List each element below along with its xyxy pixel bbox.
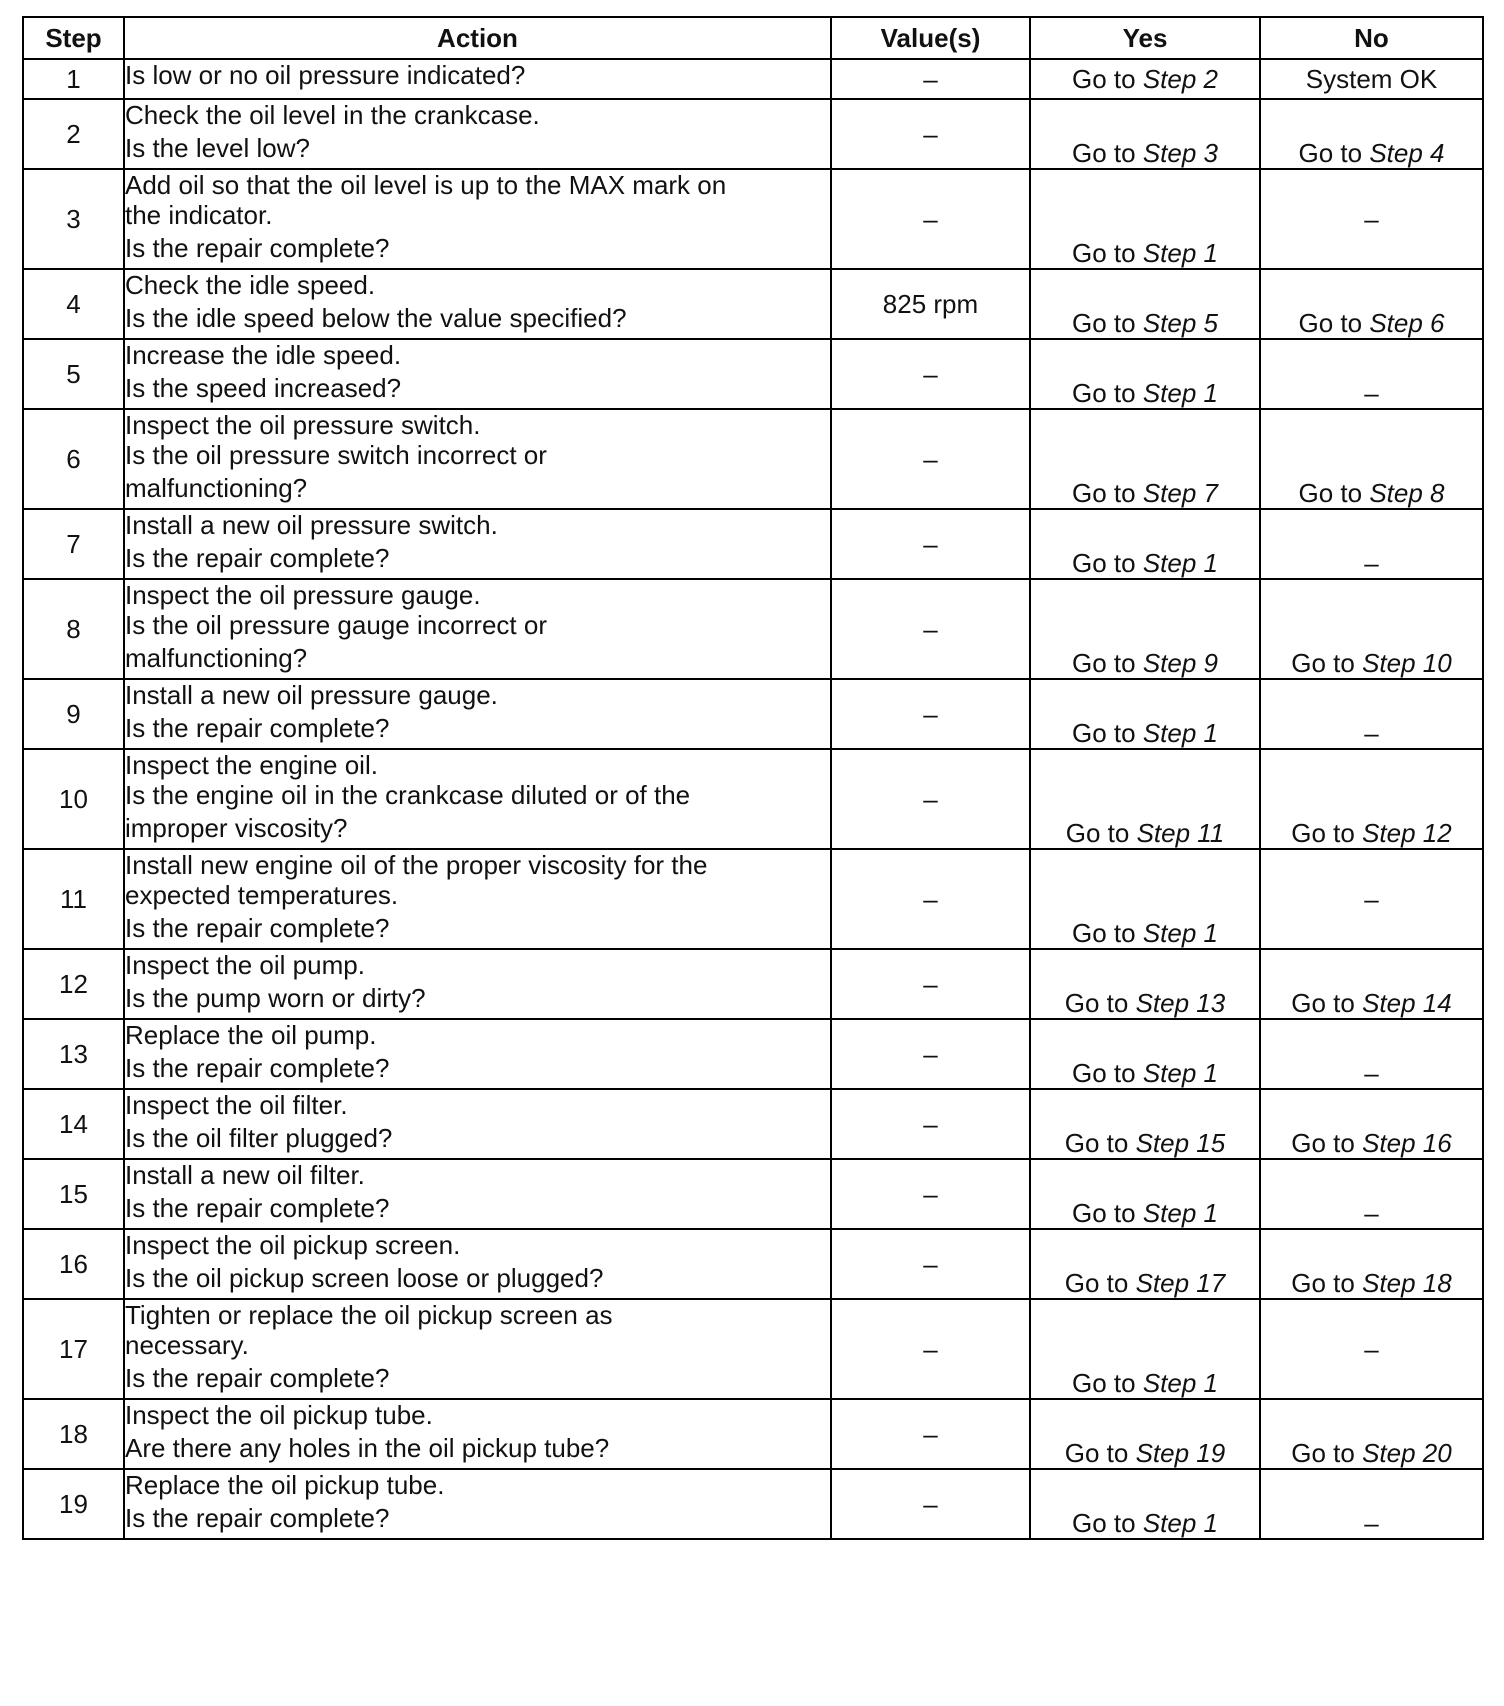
action-instruction: Is the oil pressure switch incorrect or — [125, 440, 547, 470]
step-number: 3 — [23, 169, 124, 269]
action-cell — [124, 169, 831, 269]
goto-prefix: Go to — [1064, 988, 1129, 1018]
step-reference: Step 17 — [1135, 1268, 1226, 1298]
goto-prefix: Go to — [1291, 818, 1355, 848]
step-number: 4 — [23, 269, 124, 339]
value-cell: – — [831, 59, 1030, 99]
goto-link — [1299, 478, 1445, 508]
goto-link — [1072, 478, 1218, 508]
step-reference: Step 5 — [1142, 308, 1218, 338]
table-row — [23, 1019, 1483, 1089]
step-number: 16 — [23, 1229, 124, 1299]
goto-prefix: Go to — [1072, 378, 1136, 408]
yes-cell — [1030, 169, 1260, 269]
goto-link — [1072, 1058, 1218, 1088]
action-cell — [124, 1229, 831, 1299]
step-reference: Step 20 — [1362, 1438, 1452, 1468]
goto-link — [1072, 718, 1218, 748]
step-reference: Step 15 — [1135, 1128, 1226, 1158]
value-cell: 825 rpm — [831, 269, 1030, 339]
no-text: – — [1364, 1334, 1379, 1364]
step-reference: Step 13 — [1135, 988, 1226, 1018]
step-reference: Step 1 — [1142, 918, 1218, 948]
action-instruction: Inspect the oil pressure gauge. — [125, 580, 481, 610]
value-cell: – — [831, 99, 1030, 169]
action-instruction: Check the oil level in the crankcase. — [125, 100, 540, 130]
no-text: – — [1364, 548, 1379, 578]
action-instruction: Increase the idle speed. — [125, 340, 402, 370]
table-row — [23, 1089, 1483, 1159]
action-instruction: Inspect the oil pressure switch. — [125, 410, 481, 440]
step-number: 15 — [23, 1159, 124, 1229]
step-reference: Step 19 — [1135, 1438, 1226, 1468]
step-reference: Step 6 — [1369, 308, 1445, 338]
goto-prefix: Go to — [1291, 1268, 1355, 1298]
yes-cell — [1030, 1229, 1260, 1299]
action-instruction: Is low or no oil pressure indicated? — [125, 60, 526, 90]
goto-prefix: Go to — [1065, 818, 1130, 848]
step-reference: Step 1 — [1142, 378, 1218, 408]
action-question: Is the repair complete? — [125, 913, 390, 943]
action-question: Is the repair complete? — [125, 1363, 390, 1393]
goto-prefix: Go to — [1064, 1268, 1129, 1298]
no-cell — [1260, 1159, 1483, 1229]
diagnostic-table — [22, 16, 1484, 1540]
action-question: improper viscosity? — [125, 813, 348, 843]
value-cell: – — [831, 1089, 1030, 1159]
step-number: 8 — [23, 579, 124, 679]
action-cell — [124, 749, 831, 849]
no-cell — [1260, 169, 1483, 269]
goto-prefix: Go to — [1072, 238, 1136, 268]
step-number: 7 — [23, 509, 124, 579]
no-cell — [1260, 339, 1483, 409]
step-number: 6 — [23, 409, 124, 509]
action-instruction: Install a new oil pressure switch. — [125, 510, 498, 540]
value-cell: – — [831, 1019, 1030, 1089]
no-text: – — [1364, 884, 1379, 914]
table-row — [23, 679, 1483, 749]
table-row — [23, 339, 1483, 409]
step-reference: Step 7 — [1142, 478, 1218, 508]
goto-link — [1072, 1508, 1218, 1538]
no-cell — [1260, 1469, 1483, 1539]
goto-prefix: Go to — [1298, 138, 1363, 168]
goto-prefix: Go to — [1291, 1128, 1355, 1158]
goto-link — [1291, 648, 1451, 678]
action-cell — [124, 1399, 831, 1469]
step-reference: Step 4 — [1369, 138, 1445, 168]
step-reference: Step 3 — [1142, 138, 1218, 168]
table-row — [23, 949, 1483, 1019]
step-reference: Step 1 — [1142, 718, 1218, 748]
step-number: 10 — [23, 749, 124, 849]
action-instruction: the indicator. — [125, 200, 273, 230]
no-text: – — [1364, 378, 1379, 408]
no-cell — [1260, 1399, 1483, 1469]
action-question: Is the speed increased? — [125, 373, 402, 403]
action-cell — [124, 1089, 831, 1159]
action-instruction: Replace the oil pump. — [125, 1020, 377, 1050]
goto-prefix: Go to — [1072, 478, 1136, 508]
goto-link — [1291, 988, 1451, 1018]
goto-link — [1072, 138, 1218, 168]
table-row — [23, 1159, 1483, 1229]
yes-cell — [1030, 1399, 1260, 1469]
action-cell — [124, 849, 831, 949]
no-cell — [1260, 269, 1483, 339]
action-instruction: Add oil so that the oil level is up to the MAX mark on — [125, 170, 727, 200]
value-cell: – — [831, 169, 1030, 269]
step-number: 18 — [23, 1399, 124, 1469]
goto-prefix: Go to — [1298, 308, 1363, 338]
value-cell: – — [831, 1159, 1030, 1229]
header-action: Action — [124, 17, 831, 59]
step-reference: Step 1 — [1142, 1058, 1218, 1088]
action-question: Is the repair complete? — [125, 543, 390, 573]
action-cell — [124, 1469, 831, 1539]
action-instruction: Install a new oil pressure gauge. — [125, 680, 498, 710]
table-row — [23, 59, 1483, 99]
goto-link — [1291, 1268, 1451, 1298]
goto-link — [1065, 1438, 1225, 1468]
step-reference: Step 1 — [1142, 1368, 1218, 1398]
goto-prefix: Go to — [1291, 1438, 1355, 1468]
step-reference: Step 14 — [1362, 988, 1452, 1018]
action-instruction: Inspect the engine oil. — [125, 750, 378, 780]
action-instruction: Tighten or replace the oil pickup screen as — [125, 1300, 613, 1330]
action-question: Is the oil filter plugged? — [125, 1123, 393, 1153]
no-text: – — [1364, 718, 1379, 748]
value-cell: – — [831, 339, 1030, 409]
yes-cell — [1030, 1089, 1260, 1159]
no-cell — [1260, 1019, 1483, 1089]
action-question: Is the repair complete? — [125, 1503, 390, 1533]
goto-link — [1072, 64, 1218, 94]
table-row — [23, 1299, 1483, 1399]
goto-prefix: Go to — [1072, 718, 1136, 748]
step-number: 1 — [23, 59, 124, 99]
goto-prefix: Go to — [1072, 648, 1136, 678]
action-cell — [124, 509, 831, 579]
header-yes: Yes — [1030, 17, 1260, 59]
action-question: Is the oil pickup screen loose or plugged? — [125, 1263, 604, 1293]
no-cell — [1260, 849, 1483, 949]
no-cell — [1260, 1089, 1483, 1159]
action-question: Is the repair complete? — [125, 713, 390, 743]
action-cell — [124, 1019, 831, 1089]
goto-link — [1066, 818, 1225, 848]
step-number: 13 — [23, 1019, 124, 1089]
yes-cell — [1030, 1019, 1260, 1089]
goto-link — [1291, 1128, 1451, 1158]
action-instruction: Inspect the oil filter. — [125, 1090, 348, 1120]
table-row — [23, 579, 1483, 679]
action-instruction: Is the engine oil in the crankcase diluted or of the — [125, 780, 691, 810]
no-text: System OK — [1305, 64, 1438, 94]
goto-prefix: Go to — [1291, 648, 1355, 678]
goto-prefix: Go to — [1072, 138, 1136, 168]
step-reference: Step 9 — [1142, 648, 1218, 678]
header-values: Value(s) — [831, 17, 1030, 59]
value-cell: – — [831, 749, 1030, 849]
step-reference: Step 16 — [1362, 1128, 1452, 1158]
table-row — [23, 99, 1483, 169]
goto-prefix: Go to — [1072, 1368, 1136, 1398]
goto-link — [1072, 548, 1218, 578]
action-instruction: Is the oil pressure gauge incorrect or — [125, 610, 547, 640]
yes-cell — [1030, 509, 1260, 579]
yes-cell — [1030, 99, 1260, 169]
step-reference: Step 18 — [1362, 1268, 1452, 1298]
value-cell: – — [831, 849, 1030, 949]
goto-prefix: Go to — [1072, 64, 1136, 94]
table-row — [23, 749, 1483, 849]
goto-link — [1065, 988, 1225, 1018]
table-header-row — [23, 17, 1483, 59]
action-cell — [124, 579, 831, 679]
step-reference: Step 10 — [1362, 648, 1452, 678]
goto-link — [1072, 308, 1218, 338]
goto-prefix: Go to — [1064, 1128, 1129, 1158]
yes-cell — [1030, 59, 1260, 99]
value-cell: – — [831, 949, 1030, 1019]
yes-cell — [1030, 1299, 1260, 1399]
step-number: 14 — [23, 1089, 124, 1159]
action-question: Is the repair complete? — [125, 233, 390, 263]
goto-link — [1065, 1128, 1225, 1158]
action-instruction: Install new engine oil of the proper viscosity for the — [125, 850, 708, 880]
step-reference: Step 1 — [1142, 1198, 1218, 1228]
action-question: Is the pump worn or dirty? — [125, 983, 426, 1013]
no-cell — [1260, 1229, 1483, 1299]
goto-link — [1072, 1368, 1218, 1398]
action-instruction: Replace the oil pickup tube. — [125, 1470, 445, 1500]
no-cell — [1260, 1299, 1483, 1399]
step-number: 5 — [23, 339, 124, 409]
action-instruction: Inspect the oil pickup tube. — [125, 1400, 433, 1430]
yes-cell — [1030, 339, 1260, 409]
no-cell — [1260, 749, 1483, 849]
goto-prefix: Go to — [1072, 1198, 1136, 1228]
header-no: No — [1260, 17, 1483, 59]
action-instruction: Install a new oil filter. — [125, 1160, 365, 1190]
no-cell — [1260, 579, 1483, 679]
goto-link — [1291, 1438, 1451, 1468]
action-instruction: necessary. — [125, 1330, 249, 1360]
no-cell — [1260, 409, 1483, 509]
action-question: malfunctioning? — [125, 643, 308, 673]
action-cell — [124, 99, 831, 169]
action-cell — [124, 1159, 831, 1229]
header-step: Step — [23, 17, 124, 59]
goto-prefix: Go to — [1072, 308, 1136, 338]
no-text: – — [1364, 1198, 1379, 1228]
goto-prefix: Go to — [1072, 918, 1136, 948]
yes-cell — [1030, 849, 1260, 949]
action-cell — [124, 949, 831, 1019]
goto-link — [1072, 918, 1218, 948]
no-text: – — [1364, 1508, 1379, 1538]
value-cell: – — [831, 579, 1030, 679]
yes-cell — [1030, 579, 1260, 679]
value-cell: – — [831, 679, 1030, 749]
step-reference: Step 11 — [1136, 818, 1225, 848]
yes-cell — [1030, 409, 1260, 509]
step-number: 19 — [23, 1469, 124, 1539]
step-number: 2 — [23, 99, 124, 169]
action-instruction: Check the idle speed. — [125, 270, 376, 300]
action-question: Is the idle speed below the value specified? — [125, 303, 627, 333]
goto-link — [1072, 238, 1218, 268]
no-cell — [1260, 949, 1483, 1019]
value-cell: – — [831, 1229, 1030, 1299]
action-instruction: Inspect the oil pickup screen. — [125, 1230, 461, 1260]
goto-prefix: Go to — [1072, 548, 1136, 578]
step-number: 11 — [23, 849, 124, 949]
goto-prefix: Go to — [1072, 1508, 1136, 1538]
action-cell — [124, 679, 831, 749]
table-body — [23, 59, 1483, 1539]
action-question: malfunctioning? — [125, 473, 308, 503]
yes-cell — [1030, 679, 1260, 749]
table-row — [23, 1469, 1483, 1539]
goto-link — [1291, 818, 1451, 848]
goto-link — [1072, 378, 1218, 408]
action-cell — [124, 409, 831, 509]
goto-link — [1072, 648, 1218, 678]
table-row — [23, 509, 1483, 579]
goto-link — [1072, 1198, 1218, 1228]
goto-prefix: Go to — [1072, 1058, 1136, 1088]
step-reference: Step 1 — [1142, 238, 1218, 268]
goto-link — [1065, 1268, 1225, 1298]
action-question: Is the repair complete? — [125, 1193, 390, 1223]
yes-cell — [1030, 269, 1260, 339]
goto-link — [1299, 308, 1445, 338]
goto-link — [1299, 138, 1445, 168]
step-reference: Step 12 — [1362, 818, 1452, 848]
no-cell — [1260, 679, 1483, 749]
value-cell: – — [831, 1469, 1030, 1539]
table-row — [23, 1399, 1483, 1469]
no-cell — [1260, 59, 1483, 99]
table-row — [23, 409, 1483, 509]
no-text: – — [1364, 204, 1379, 234]
goto-prefix: Go to — [1064, 1438, 1129, 1468]
step-number: 12 — [23, 949, 124, 1019]
step-number: 9 — [23, 679, 124, 749]
value-cell: – — [831, 1299, 1030, 1399]
action-instruction: expected temperatures. — [125, 880, 399, 910]
table-row — [23, 1229, 1483, 1299]
table-row — [23, 269, 1483, 339]
action-cell — [124, 339, 831, 409]
value-cell: – — [831, 1399, 1030, 1469]
action-question: Are there any holes in the oil pickup tube? — [125, 1433, 610, 1463]
step-reference: Step 1 — [1142, 548, 1218, 578]
step-reference: Step 1 — [1142, 1508, 1218, 1538]
action-cell — [124, 1299, 831, 1399]
step-reference: Step 2 — [1142, 64, 1218, 94]
step-reference: Step 8 — [1369, 478, 1445, 508]
no-text: – — [1364, 1058, 1379, 1088]
goto-prefix: Go to — [1298, 478, 1363, 508]
table-row — [23, 849, 1483, 949]
no-cell — [1260, 509, 1483, 579]
action-cell — [124, 59, 831, 99]
action-instruction: Inspect the oil pump. — [125, 950, 365, 980]
action-question: Is the level low? — [125, 133, 310, 163]
action-question: Is the repair complete? — [125, 1053, 390, 1083]
yes-cell — [1030, 949, 1260, 1019]
value-cell: – — [831, 409, 1030, 509]
yes-cell — [1030, 1469, 1260, 1539]
yes-cell — [1030, 749, 1260, 849]
value-cell: – — [831, 509, 1030, 579]
no-cell — [1260, 99, 1483, 169]
step-number: 17 — [23, 1299, 124, 1399]
yes-cell — [1030, 1159, 1260, 1229]
action-cell — [124, 269, 831, 339]
table-row — [23, 169, 1483, 269]
goto-prefix: Go to — [1291, 988, 1355, 1018]
